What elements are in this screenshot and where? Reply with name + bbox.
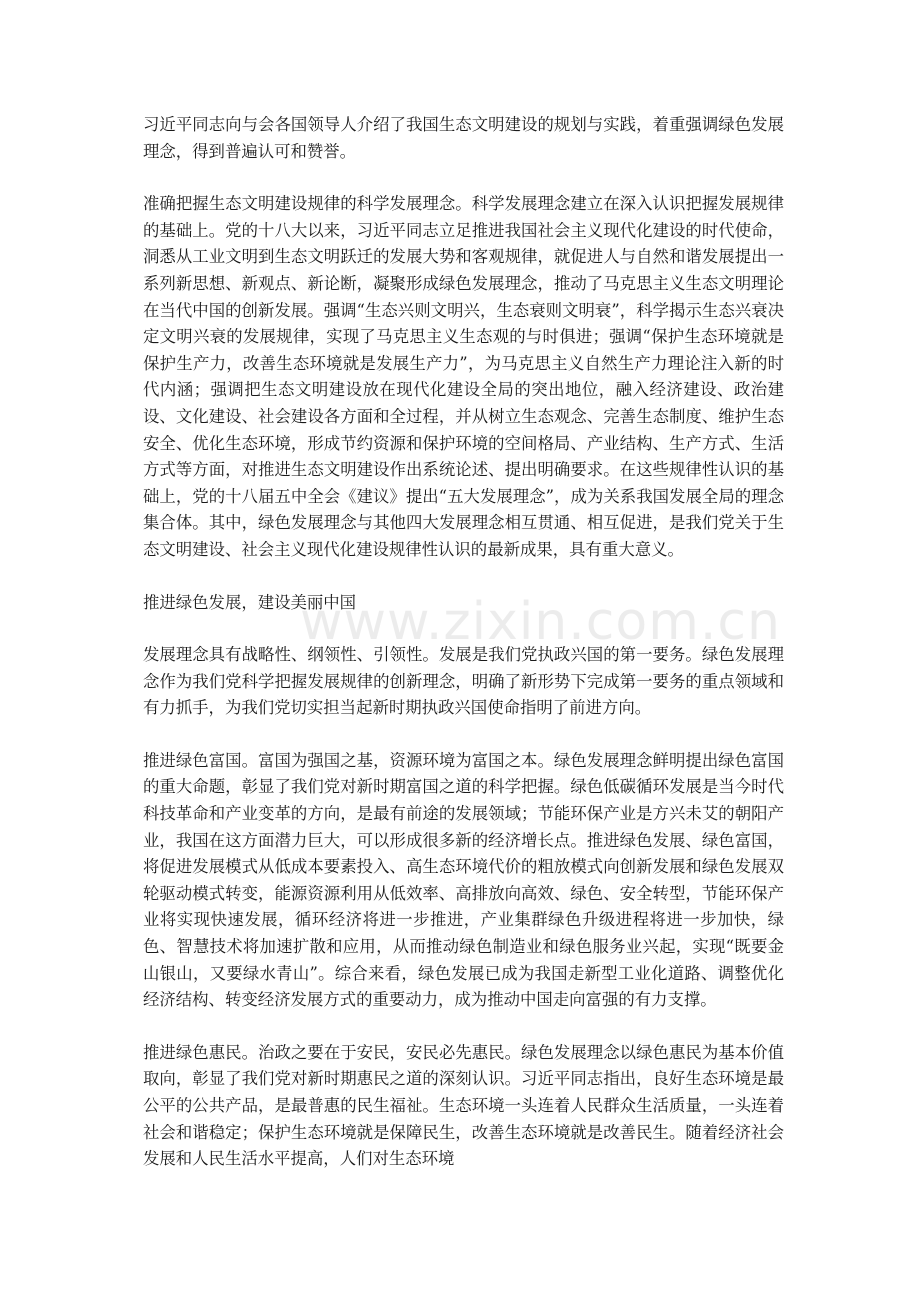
- section-heading: 推进绿色发展，建设美丽中国: [143, 592, 357, 612]
- paragraph-green-benefit: 推进绿色惠民。治政之要在于安民，安民必先惠民。绿色发展理念以绿色惠民为基本价值取向，彰显了我们党对新时期惠民之道的深刻认识。习近平同志指出，良好生态环境是最公平的公共产品，是最普惠的民生福祉。生态环境一头连着人民群众生活质量，一头连着社会和谐稳定；保护生态环境就是保障民生，改善生态环境就是改善民生。随着经济社会发展和人民生活水平提高，人们对生态环境: [143, 1042, 784, 1169]
- paragraph-scientific-concept: 准确把握生态文明建设规律的科学发展理念。科学发展理念建立在深入认识把握发展规律的基础上。党的十八大以来，习近平同志立足推进我国社会主义现代化建设的时代使命，洞悉从工业文明到生态文明跃迁的发展大势和客观规律，就促进人与自然和谐发展提出一系列新思想、新观点、新论断，凝聚形成绿色发展理念，推动了马克思主义生态文明理论在当代中国的创新发展。强调“生态兴则文明兴，生态衰则文明衰”，科学揭示生态兴衰决定文明兴衰的发展规律，实现了马克思主义生态观的与时俱进；强调“保护生态环境就是保护生产力，改善生态环境就是发展生产力”，为马克思主义自然生产力理论注入新的时代内涵；强调把生态文明建设放在现代化建设全局的突出地位，融入经济建设、政治建设、文化建设、社会建设各方面和全过程，并从树立生态观念、完善生态制度、维护生态安全、优化生态环境，形成节约资源和保护环境的空间格局、产业结构、生产方式、生活方式等方面，对推进生态文明建设作出系统论述、提出明确要求。在这些规律性认识的基础上，党的十八届五中全会《建议》提出“五大发展理念”，成为关系我国发展全局的理念集合体。其中，绿色发展理念与其他四大发展理念相互贯通、相互促进，是我们党关于生态文明建设、社会主义现代化建设规律性认识的最新成果，具有重大意义。: [143, 194, 784, 559]
- watermark-text: www.zixin.com.cn: [300, 592, 781, 652]
- paragraph-intro: 习近平同志向与会各国领导人介绍了我国生态文明建设的规划与实践，着重强调绿色发展理念，得到普遍认可和赞誉。: [143, 115, 784, 161]
- paragraph-development-concept: 发展理念具有战略性、纲领性、引领性。发展是我们党执政兴国的第一要务。绿色发展理念作为我们党科学把握发展规律的创新理念，明确了新形势下完成第一要务的重点领域和有力抓手，为我们党切实担当起新时期执政兴国使命指明了前进方向。: [143, 645, 784, 718]
- paragraph-green-prosperity: 推进绿色富国。富国为强国之基，资源环境为富国之本。绿色发展理念鲜明提出绿色富国的重大命题，彰显了我们党对新时期富国之道的科学把握。绿色低碳循环发展是当今时代科技革命和产业变革的方向，是最有前途的发展领域；节能环保产业是方兴未艾的朝阳产业，我国在这方面潜力巨大，可以形成很多新的经济增长点。推进绿色发展、绿色富国，将促进发展模式从低成本要素投入、高生态环境代价的粗放模式向创新发展和绿色发展双轮驱动模式转变，能源资源利用从低效率、高排放向高效、绿色、安全转型，节能环保产业将实现快速发展，循环经济将进一步推进，产业集群绿色升级进程将进一步加快，绿色、智慧技术将加速扩散和应用，从而推动绿色制造业和绿色服务业兴起，实现“既要金山银山，又要绿水青山”。综合来看，绿色发展已成为我国走新型工业化道路、调整优化经济结构、转变经济发展方式的重要动力，成为推动中国走向富强的有力支撑。: [143, 750, 784, 1010]
- document-body: [143, 112, 784, 1199]
